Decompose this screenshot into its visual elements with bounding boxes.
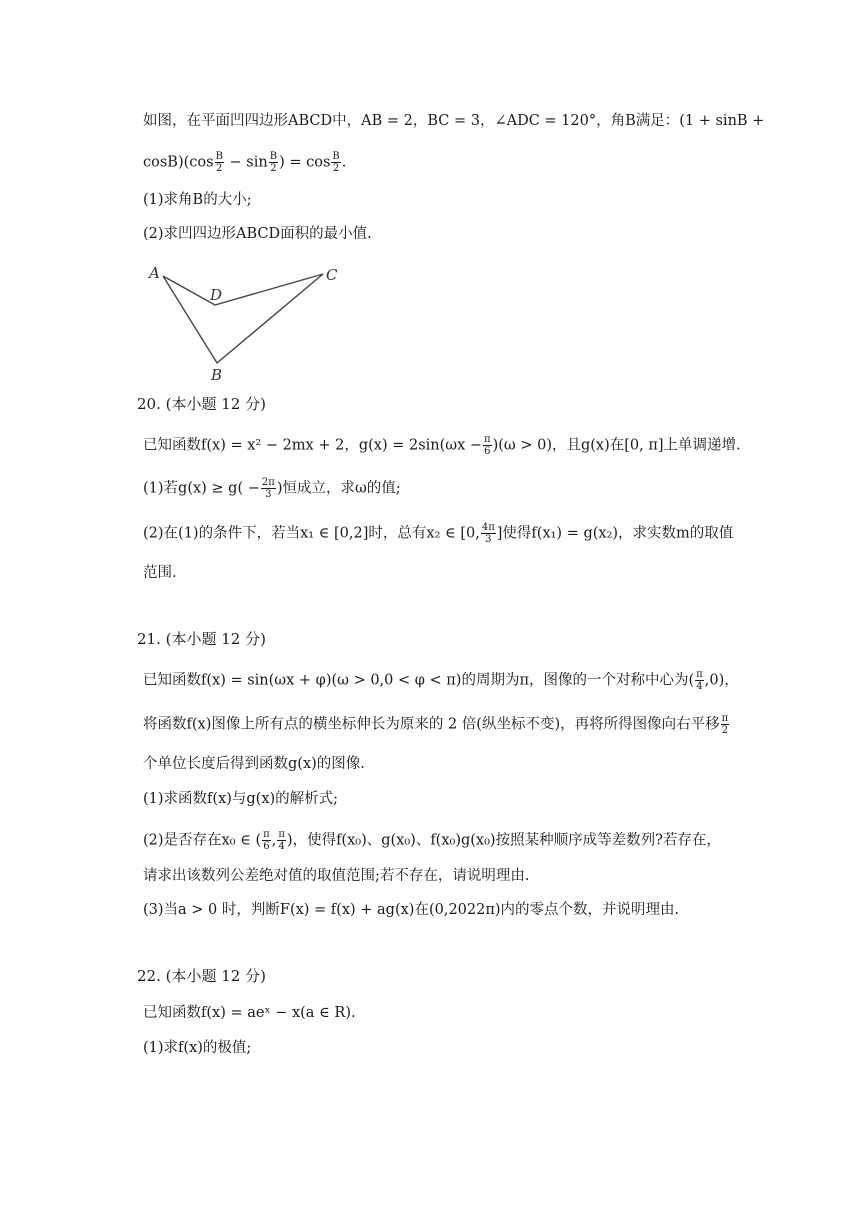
q21-part1: (1)求函数f(x)与g(x)的解析式; bbox=[143, 791, 339, 807]
q21-part2: (2)是否存在x₀ ∈ ( $\frac{\pi}{6}$ , $\frac{\pi}{4}$ )，使得f(x₀)、g(x₀)、f(x₀)g(x₀)按照某种顺序成等差数列?若存在， bbox=[143, 829, 721, 852]
q19-stem-line1: 如图，在平面凹四边形ABCD中，AB = 2，BC = 3，∠ADC = 120°，角B满足：(1 + sinB + bbox=[143, 113, 765, 129]
q21-part2-continued: 请求出该数列公差绝对值的取值范围;若不存在，请说明理由. bbox=[143, 868, 530, 884]
q21-stem-line3: 个单位长度后得到函数g(x)的图像. bbox=[143, 756, 365, 772]
fraction-B-over-2: $\frac{B}{2}$ bbox=[215, 151, 223, 174]
q21-stem-line2: 将函数f(x)图像上所有点的横坐标伸长为原来的 2 倍(纵坐标不变)，再将所得图像向右平移 $\frac{\pi}{2}$ bbox=[143, 713, 729, 736]
q19-part1: (1)求角B的大小; bbox=[143, 192, 252, 208]
q19-part2: (2)求凹四边形ABCD面积的最小值. bbox=[143, 226, 372, 242]
fraction-pi-over-6: $\frac{\pi}{6}$ bbox=[484, 434, 491, 457]
q20-part2-continued: 范围. bbox=[143, 565, 177, 581]
q20-part2: (2)在(1)的条件下，若当x₁ ∈ [0,2]时，总有x₂ ∈ [0, $\frac{4\pi}{3}$ ]使得f(x₁) = g(x₂)，求实数m的取值 bbox=[143, 522, 734, 545]
q21-part3: (3)当a > 0 时，判断F(x) = f(x) + ag(x)在(0,2022π)内的零点个数，并说明理由. bbox=[143, 902, 680, 918]
q22-heading: 22. (本小题 12 分) bbox=[137, 967, 266, 985]
q20-heading: 20. (本小题 12 分) bbox=[137, 395, 266, 413]
vertex-label-A: A bbox=[149, 264, 160, 282]
fraction-pi-over-2: $\frac{\pi}{2}$ bbox=[721, 713, 729, 736]
fraction-4pi-over-3: $\frac{4\pi}{3}$ bbox=[481, 522, 495, 545]
vertex-label-D: D bbox=[210, 286, 223, 304]
fraction-B-over-2: $\frac{B}{2}$ bbox=[269, 151, 278, 174]
fraction-B-over-2: $\frac{B}{2}$ bbox=[332, 151, 340, 174]
q19-stem-line2: cosB)(cos $\frac{B}{2}$ − sin $\frac{B}{2}$ ) = cos $\frac{B}{2}$ . bbox=[143, 151, 347, 174]
fraction-pi-over-4: $\frac{\pi}{4}$ bbox=[696, 669, 703, 692]
fraction-2pi-over-3: $\frac{2\pi}{3}$ bbox=[261, 477, 275, 500]
vertex-label-B: B bbox=[211, 366, 223, 384]
fraction-pi-over-6: $\frac{\pi}{6}$ bbox=[263, 829, 270, 852]
fraction-pi-over-4: $\frac{\pi}{4}$ bbox=[278, 829, 285, 852]
vertex-label-C: C bbox=[326, 266, 338, 284]
quadrilateral-outline bbox=[163, 274, 323, 363]
q20-stem: 已知函数f(x) = x² − 2mx + 2，g(x) = 2sin(ωx − $\frac{\pi}{6}$ )(ω > 0)，且g(x)在[0, π]上单调递增. bbox=[143, 434, 741, 457]
q22-stem: 已知函数f(x) = aeˣ − x(a ∈ R). bbox=[143, 1005, 356, 1021]
q21-heading: 21. (本小题 12 分) bbox=[137, 630, 266, 648]
quadrilateral-figure bbox=[143, 262, 343, 384]
q22-part1: (1)求f(x)的极值; bbox=[143, 1040, 252, 1056]
q21-stem-line1: 已知函数f(x) = sin(ωx + φ)(ω > 0,0 < φ < π)的周期为π，图像的一个对称中心为( $\frac{\pi}{4}$ ,0)， bbox=[143, 669, 739, 692]
q20-part1: (1)若g(x) ≥ g( − $\frac{2\pi}{3}$ )恒成立，求ω的值; bbox=[143, 477, 401, 500]
